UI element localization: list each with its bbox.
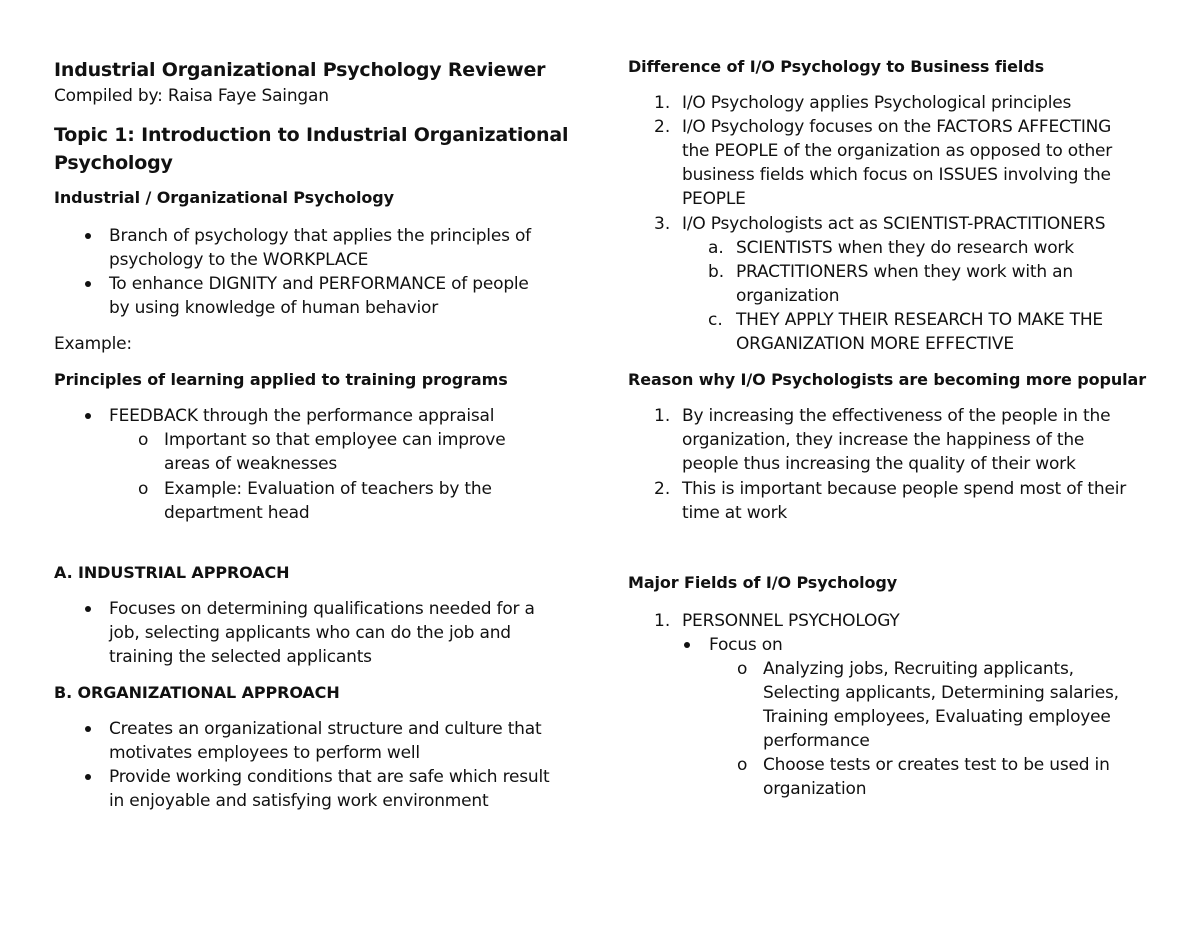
list-item: To enhance DIGNITY and PERFORMANCE of people xyxy=(109,274,529,294)
list-item: organization xyxy=(736,286,840,306)
list-item: people thus increasing the quality of their work xyxy=(682,454,1076,474)
list-item: I/O Psychology focuses on the FACTORS AFFECTING xyxy=(682,117,1112,137)
list-number: 2. xyxy=(654,479,671,499)
bullet-icon xyxy=(85,233,91,239)
list-number: 1. xyxy=(654,93,671,113)
list-item: This is important because people spend most of their xyxy=(682,479,1127,499)
circle-bullet-icon: o xyxy=(138,479,149,499)
example-label: Example: xyxy=(54,334,132,354)
principles-heading: Principles of learning applied to training programs xyxy=(54,370,508,389)
list-number: 3. xyxy=(654,214,671,234)
list-item: ORGANIZATION MORE EFFECTIVE xyxy=(736,334,1014,354)
reason-heading: Reason why I/O Psychologists are becoming more popular xyxy=(628,370,1147,389)
list-item: SCIENTISTS when they do research work xyxy=(736,238,1074,258)
list-item: THEY APPLY THEIR RESEARCH TO MAKE THE xyxy=(736,310,1103,330)
list-item: Provide working conditions that are safe which result xyxy=(109,767,550,787)
list-item: organization, they increase the happiness of the xyxy=(682,430,1085,450)
list-item: PRACTITIONERS when they work with an xyxy=(736,262,1073,282)
list-item: Analyzing jobs, Recruiting applicants, xyxy=(763,659,1074,679)
topic-heading-line2: Psychology xyxy=(54,152,173,174)
list-item: in enjoyable and satisfying work environment xyxy=(109,791,489,811)
list-number: 2. xyxy=(654,117,671,137)
list-item: Example: Evaluation of teachers by the xyxy=(164,479,492,499)
list-item: Focus on xyxy=(709,635,783,655)
circle-bullet-icon: o xyxy=(737,755,748,775)
difference-heading: Difference of I/O Psychology to Business fields xyxy=(628,57,1044,76)
list-letter: c. xyxy=(708,310,723,330)
list-item: psychology to the WORKPLACE xyxy=(109,250,369,270)
list-item: department head xyxy=(164,503,310,523)
list-item: job, selecting applicants who can do the job and xyxy=(109,623,511,643)
bullet-icon xyxy=(85,726,91,732)
list-item: Focuses on determining qualifications needed for a xyxy=(109,599,535,619)
list-item: Branch of psychology that applies the principles of xyxy=(109,226,531,246)
list-item: Creates an organizational structure and culture that xyxy=(109,719,542,739)
list-item: PERSONNEL PSYCHOLOGY xyxy=(682,611,900,631)
bullet-icon xyxy=(85,606,91,612)
list-item: FEEDBACK through the performance appraisal xyxy=(109,406,495,426)
list-letter: b. xyxy=(708,262,725,282)
major-fields-heading: Major Fields of I/O Psychology xyxy=(628,573,898,592)
list-item: Training employees, Evaluating employee xyxy=(763,707,1111,727)
list-item: performance xyxy=(763,731,870,751)
list-item: by using knowledge of human behavior xyxy=(109,298,439,318)
bullet-icon xyxy=(85,774,91,780)
list-item: Important so that employee can improve xyxy=(164,430,506,450)
compiled-by: Compiled by: Raisa Faye Saingan xyxy=(54,86,329,106)
list-item: By increasing the effectiveness of the people in the xyxy=(682,406,1111,426)
circle-bullet-icon: o xyxy=(138,430,149,450)
list-item: I/O Psychology applies Psychological principles xyxy=(682,93,1072,113)
list-item: PEOPLE xyxy=(682,189,746,209)
list-number: 1. xyxy=(654,406,671,426)
list-item: motivates employees to perform well xyxy=(109,743,420,763)
list-letter: a. xyxy=(708,238,724,258)
list-item: the PEOPLE of the organization as opposed to other xyxy=(682,141,1113,161)
list-item: Selecting applicants, Determining salaries, xyxy=(763,683,1119,703)
list-item: I/O Psychologists act as SCIENTIST-PRACTITIONERS xyxy=(682,214,1106,234)
list-item: training the selected applicants xyxy=(109,647,372,667)
list-number: 1. xyxy=(654,611,671,631)
organizational-approach-heading: B. ORGANIZATIONAL APPROACH xyxy=(54,683,340,702)
list-item: Choose tests or creates test to be used in xyxy=(763,755,1110,775)
document-title: Industrial Organizational Psychology Reviewer xyxy=(54,59,546,81)
io-heading: Industrial / Organizational Psychology xyxy=(54,188,394,207)
topic-heading-line1: Topic 1: Introduction to Industrial Organizational xyxy=(54,124,569,146)
circle-bullet-icon: o xyxy=(737,659,748,679)
bullet-icon xyxy=(85,281,91,287)
list-item: time at work xyxy=(682,503,788,523)
list-item: areas of weaknesses xyxy=(164,454,338,474)
bullet-icon xyxy=(684,642,690,648)
bullet-icon xyxy=(85,413,91,419)
industrial-approach-heading: A. INDUSTRIAL APPROACH xyxy=(54,563,290,582)
list-item: business fields which focus on ISSUES involving the xyxy=(682,165,1111,185)
list-item: organization xyxy=(763,779,867,799)
